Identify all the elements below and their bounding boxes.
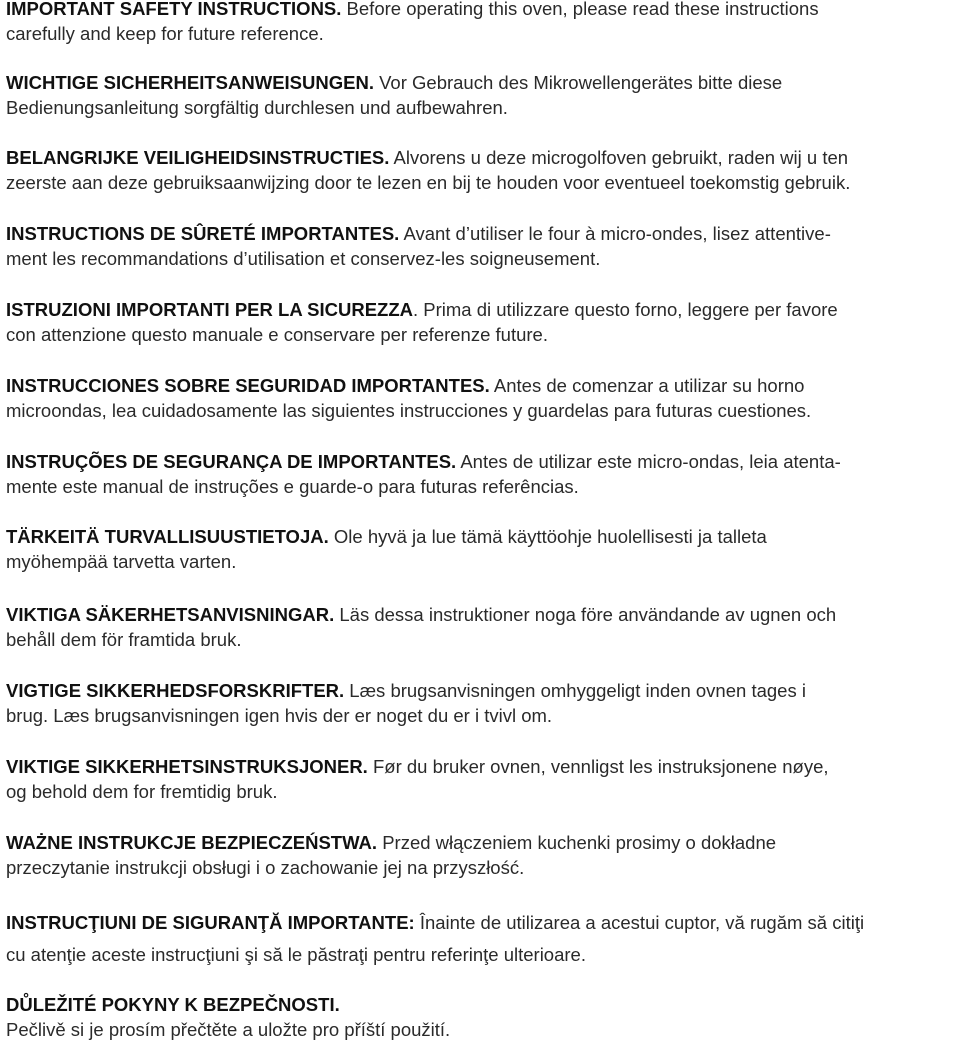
section-text: Vor Gebrauch des Mikrowellengerätes bitte diese [373, 72, 783, 93]
section-heading: WAŻNE INSTRUKCJE BEZPIECZEŃSTWA. [6, 832, 378, 853]
line-1 [6, 524, 954, 549]
section-danish [6, 678, 954, 728]
line-1 [6, 297, 954, 322]
section-text: Antes de utilizar este micro-ondas, leia atenta- [456, 451, 841, 472]
line-1 [6, 754, 954, 779]
section-italian [6, 297, 954, 347]
line-1 [6, 70, 954, 95]
line-1 [6, 0, 954, 21]
section-heading: INSTRUCTIONS DE SÛRETÉ IMPORTANTES. [6, 223, 400, 244]
section-text: Ole hyvä ja lue tämä käyttöohje huolellisesti ja talleta [328, 526, 767, 547]
line-1 [6, 830, 954, 855]
section-heading: DŮLEŽITÉ POKYNY K BEZPEČNOSTI. [6, 994, 340, 1015]
section-heading: WICHTIGE SICHERHEITSANWEISUNGEN. [6, 72, 374, 93]
section-heading: INSTRUCCIONES SOBRE SEGURIDAD IMPORTANTES. [6, 375, 490, 396]
section-french [6, 221, 954, 271]
line-2: con attenzione questo manuale e conservare per referenze future. [6, 324, 548, 345]
section-finnish [6, 524, 954, 574]
line-1 [6, 145, 954, 170]
section-heading: BELANGRIJKE VEILIGHEIDSINSTRUCTIES. [6, 147, 390, 168]
line-2: og behold dem for fremtidig bruk. [6, 781, 278, 802]
section-text: Przed włączeniem kuchenki prosimy o dokładne [377, 832, 777, 853]
line-1 [6, 992, 954, 1017]
section-german [6, 70, 954, 120]
section-spanish [6, 373, 954, 423]
line-2: myöhempää tarvetta varten. [6, 551, 237, 572]
section-czech [6, 992, 954, 1042]
line-2: zeerste aan deze gebruiksaanwijzing door te lezen en bij te houden voor eventueel toekomstig gebruik. [6, 172, 851, 193]
section-norwegian [6, 754, 954, 804]
line-2: Pečlivě si je prosím přečtěte a uložte pro příští použití. [6, 1019, 451, 1040]
line-2: behåll dem för framtida bruk. [6, 629, 242, 650]
section-heading: VIGTIGE SIKKERHEDSFORSKRIFTER. [6, 680, 345, 701]
line-1 [6, 449, 954, 474]
section-text: . Prima di utilizzare questo forno, leggere per favore [413, 299, 838, 320]
section-heading: INSTRUCŢIUNI DE SIGURANŢĂ IMPORTANTE: [6, 912, 415, 933]
line-2: przeczytanie instrukcji obsługi i o zachowanie jej na przyszłość. [6, 857, 525, 878]
line-2: cu atenţie aceste instrucţiuni şi să le păstraţi pentru referinţe ulterioare. [6, 944, 586, 965]
line-1 [6, 373, 954, 398]
section-heading: ISTRUZIONI IMPORTANTI PER LA SICUREZZA [6, 299, 413, 320]
line-2: Bedienungsanleitung sorgfältig durchlesen und aufbewahren. [6, 97, 508, 118]
section-text: Læs brugsanvisningen omhyggeligt inden ovnen tages i [344, 680, 806, 701]
section-heading: INSTRUÇÕES DE SEGURANÇA DE IMPORTANTES. [6, 451, 457, 472]
section-heading: IMPORTANT SAFETY INSTRUCTIONS. [6, 0, 342, 19]
section-text: Before operating this oven, please read these instructions [341, 0, 819, 19]
section-dutch [6, 145, 954, 195]
section-swedish [6, 602, 954, 652]
line-2: brug. Læs brugsanvisningen igen hvis der er noget du er i tvivl om. [6, 705, 553, 726]
section-heading: VIKTIGE SIKKERHETSINSTRUKSJONER. [6, 756, 368, 777]
section-heading: TÄRKEITÄ TURVALLISUUSTIETOJA. [6, 526, 329, 547]
line-2: microondas, lea cuidadosamente las siguientes instrucciones y guardelas para futuras cuestiones. [6, 400, 812, 421]
section-heading: VIKTIGA SÄKERHETSANVISNINGAR. [6, 604, 335, 625]
section-text: Før du bruker ovnen, vennligst les instruksjonene nøye, [367, 756, 829, 777]
section-polish [6, 830, 954, 880]
line-1 [6, 678, 954, 703]
line-2: ment les recommandations d’utilisation et conservez-les soigneusement. [6, 248, 601, 269]
section-romanian [6, 910, 954, 967]
line-1 [6, 221, 954, 246]
section-portuguese [6, 449, 954, 499]
section-text: Läs dessa instruktioner noga före användande av ugnen och [334, 604, 837, 625]
section-text: Alvorens u deze microgolfoven gebruikt, raden wij u ten [389, 147, 849, 168]
section-text: Avant d’utiliser le four à micro-ondes, lisez attentive- [399, 223, 831, 244]
line-1 [6, 602, 954, 627]
line-2: carefully and keep for future reference. [6, 23, 324, 44]
line-2: mente este manual de instruções e guarde-o para futuras referências. [6, 476, 579, 497]
section-english [6, 0, 954, 46]
section-text: Antes de comenzar a utilizar su horno [489, 375, 805, 396]
line-1 [6, 910, 954, 935]
section-text: Înainte de utilizarea a acestui cuptor, vă rugăm să citiţi [414, 912, 865, 933]
